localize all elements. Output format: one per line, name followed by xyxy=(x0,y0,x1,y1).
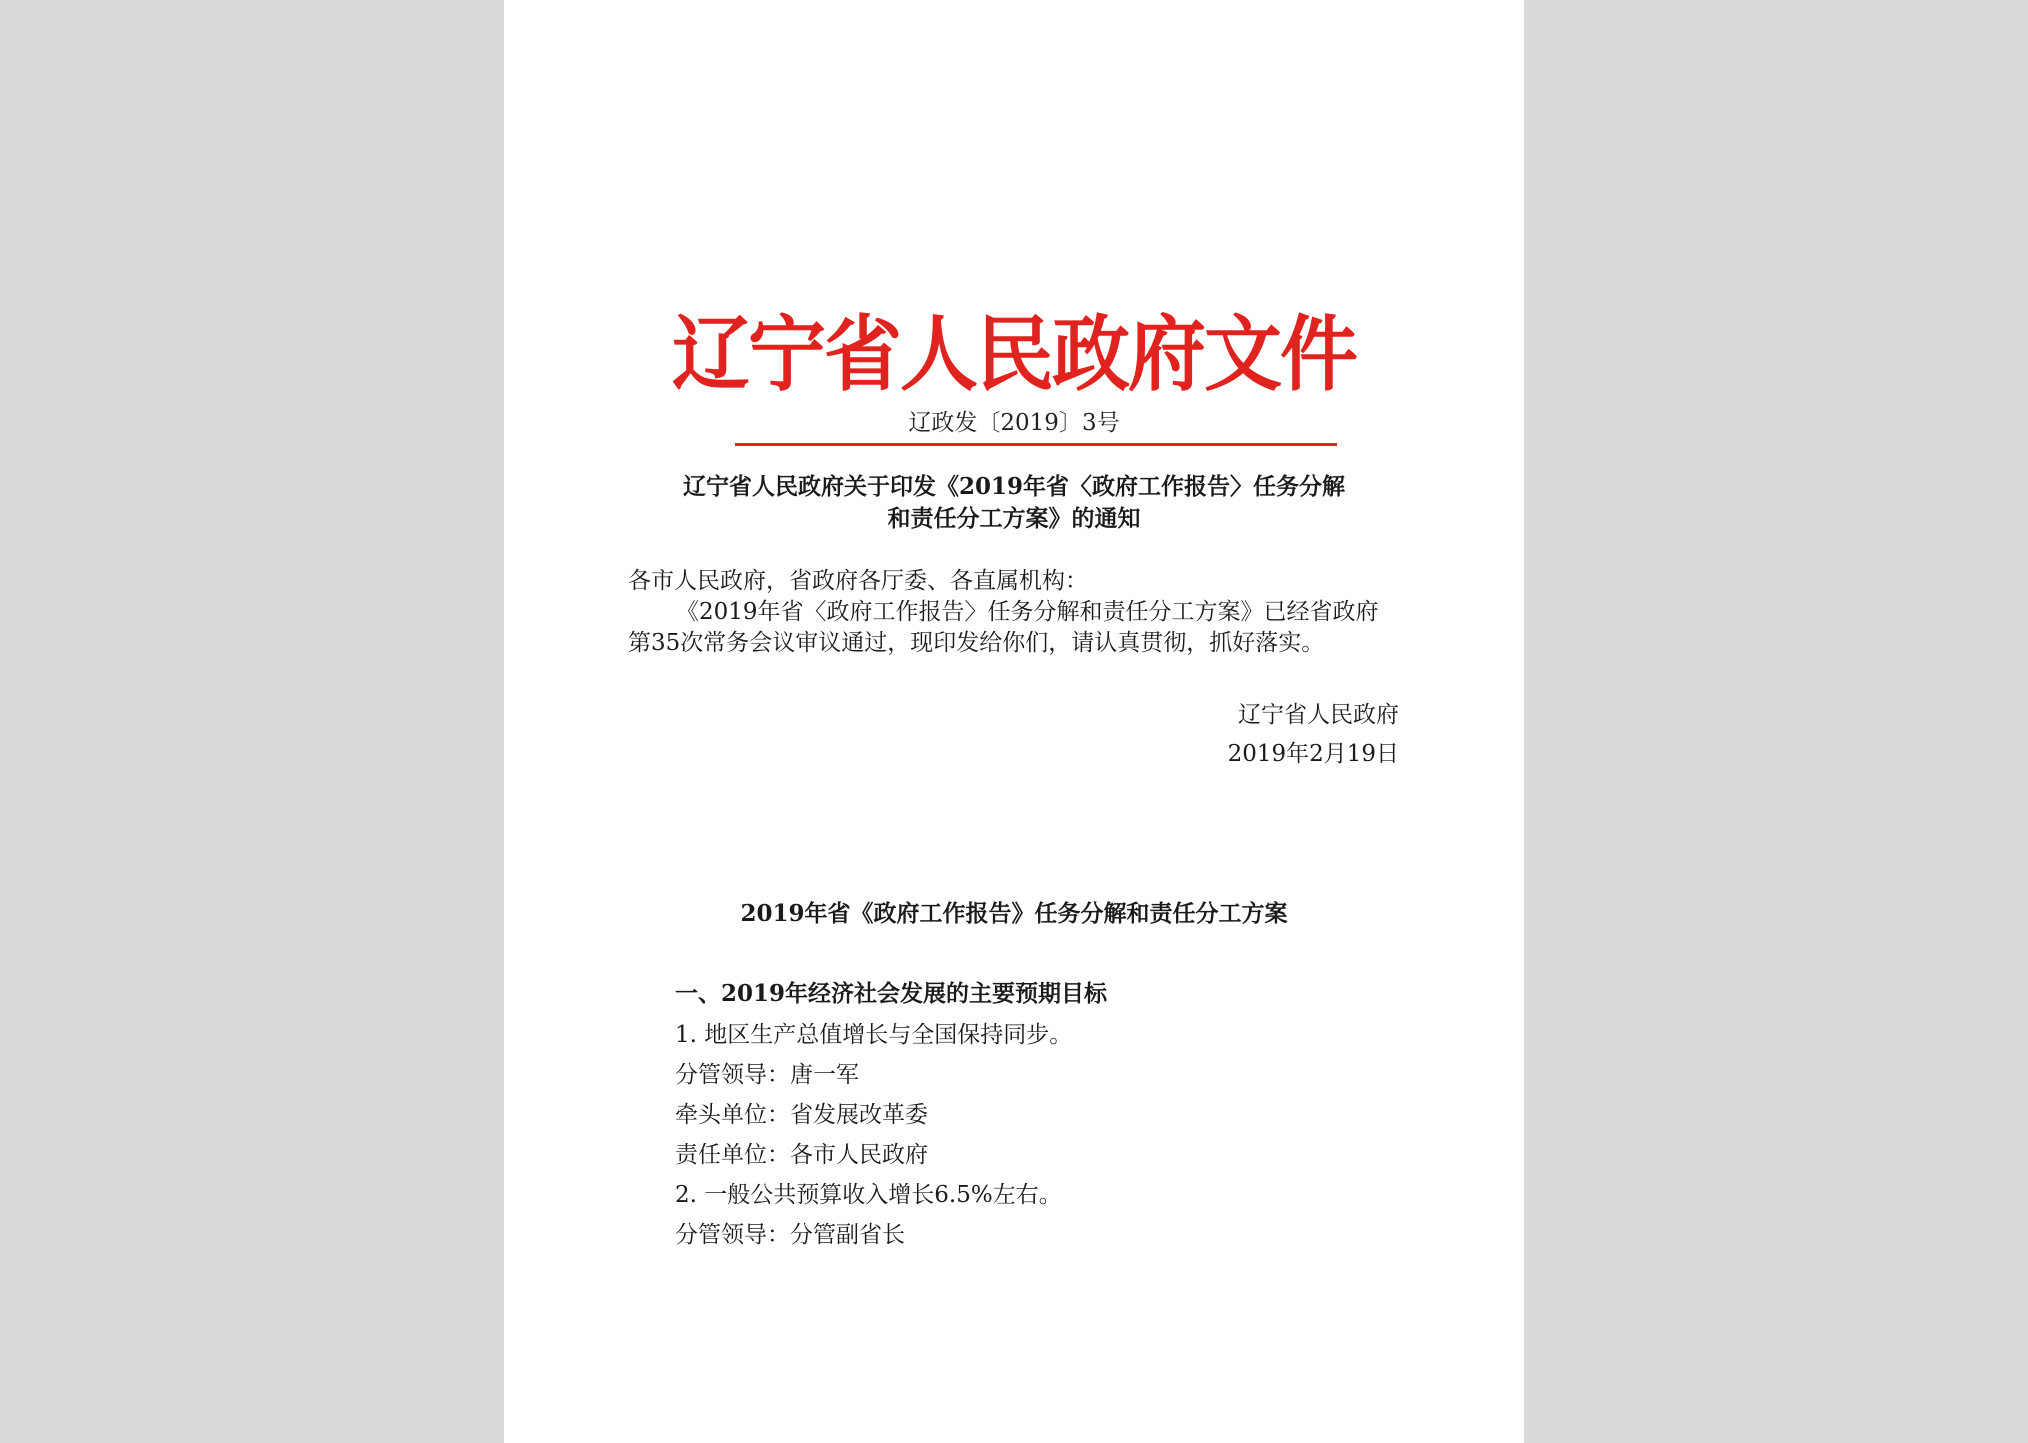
signature: 辽宁省人民政府 xyxy=(1238,702,1399,728)
body-paragraph-line-2: 第35次常务会议审议通过，现印发给你们，请认真贯彻，抓好落实。 xyxy=(628,630,1325,656)
document-number: 辽政发〔2019〕3号 xyxy=(908,410,1120,436)
notice-title-line-1: 辽宁省人民政府关于印发《2019年省〈政府工作报告〉任务分解 xyxy=(682,473,1345,500)
salutation: 各市人民政府，省政府各厅委、各直属机构： xyxy=(628,568,1088,594)
plan-title: 2019年省《政府工作报告》任务分解和责任分工方案 xyxy=(740,900,1288,927)
notice-title-line-2: 和责任分工方案》的通知 xyxy=(887,505,1141,532)
list-item: 分管领导：分管副省长 xyxy=(675,1222,905,1248)
body-paragraph-line-1: 《2019年省〈政府工作报告〉任务分解和责任分工方案》已经省政府 xyxy=(676,599,1379,625)
document-page xyxy=(504,0,1524,1443)
list-item: 责任单位：各市人民政府 xyxy=(675,1142,928,1168)
red-divider-line xyxy=(735,443,1337,446)
section-heading: 一、2019年经济社会发展的主要预期目标 xyxy=(675,980,1108,1007)
masthead-title: 辽宁省人民政府文件 xyxy=(671,308,1356,403)
list-item: 牵头单位：省发展改革委 xyxy=(675,1102,928,1128)
list-item: 1. 地区生产总值增长与全国保持同步。 xyxy=(675,1022,1073,1048)
list-item: 分管领导：唐一军 xyxy=(675,1062,859,1088)
list-item: 2. 一般公共预算收入增长6.5%左右。 xyxy=(675,1182,1062,1208)
issue-date: 2019年2月19日 xyxy=(1227,741,1399,767)
